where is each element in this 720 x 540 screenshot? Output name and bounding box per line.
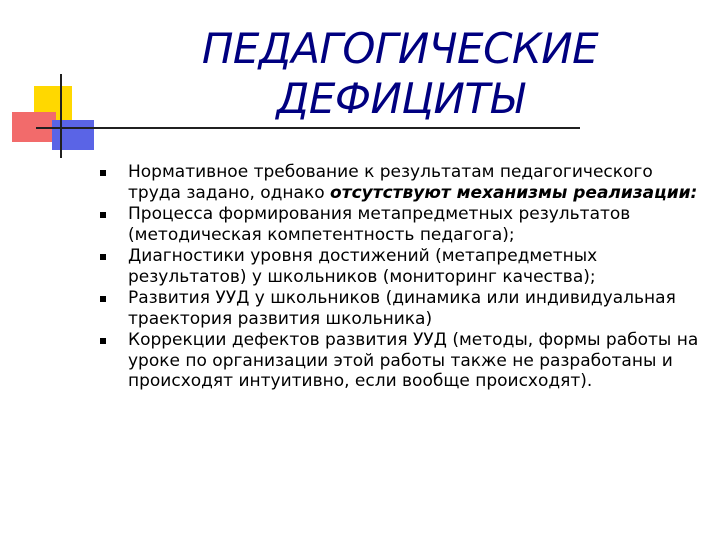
bullet-item-4	[100, 288, 700, 329]
bullet-square-icon	[100, 254, 106, 260]
decor-vertical-line	[60, 74, 62, 158]
bullet-square-icon	[100, 212, 106, 218]
bullet-item-3	[100, 246, 700, 287]
bullet-text: Коррекции дефектов развития УУД (методы, формы работы на уроке по организации этой работы также не разработаны и происходят интуитивно, если вообще происходят).	[128, 330, 699, 391]
slide-title	[150, 24, 650, 124]
bullet-text: Диагностики уровня достижений (метапредметных результатов) у школьников (мониторинг качества);	[128, 246, 598, 287]
bullet-list	[100, 162, 700, 393]
bullet-square-icon	[100, 296, 106, 302]
title-line-1: ПЕДАГОГИЧЕСКИЕ	[201, 24, 599, 73]
bullet-emphasis: отсутствуют механизмы реализации:	[330, 182, 698, 203]
title-underline	[36, 127, 580, 129]
bullet-item-1	[100, 162, 700, 203]
decor-blue-rectangle	[52, 120, 94, 150]
bullet-text: Нормативное требование к результатам педагогического труда задано, однако	[128, 162, 653, 203]
bullet-text: Развития УУД у школьников (динамика или индивидуальная траектория развития школьника)	[128, 288, 676, 329]
bullet-text: Процесса формирования метапредметных результатов (методическая компетентность педагога);	[128, 204, 631, 245]
bullet-item-2	[100, 204, 700, 245]
bullet-square-icon	[100, 170, 106, 176]
bullet-item-5	[100, 330, 700, 392]
bullet-square-icon	[100, 338, 106, 344]
title-line-2: ДЕФИЦИТЫ	[276, 74, 524, 123]
